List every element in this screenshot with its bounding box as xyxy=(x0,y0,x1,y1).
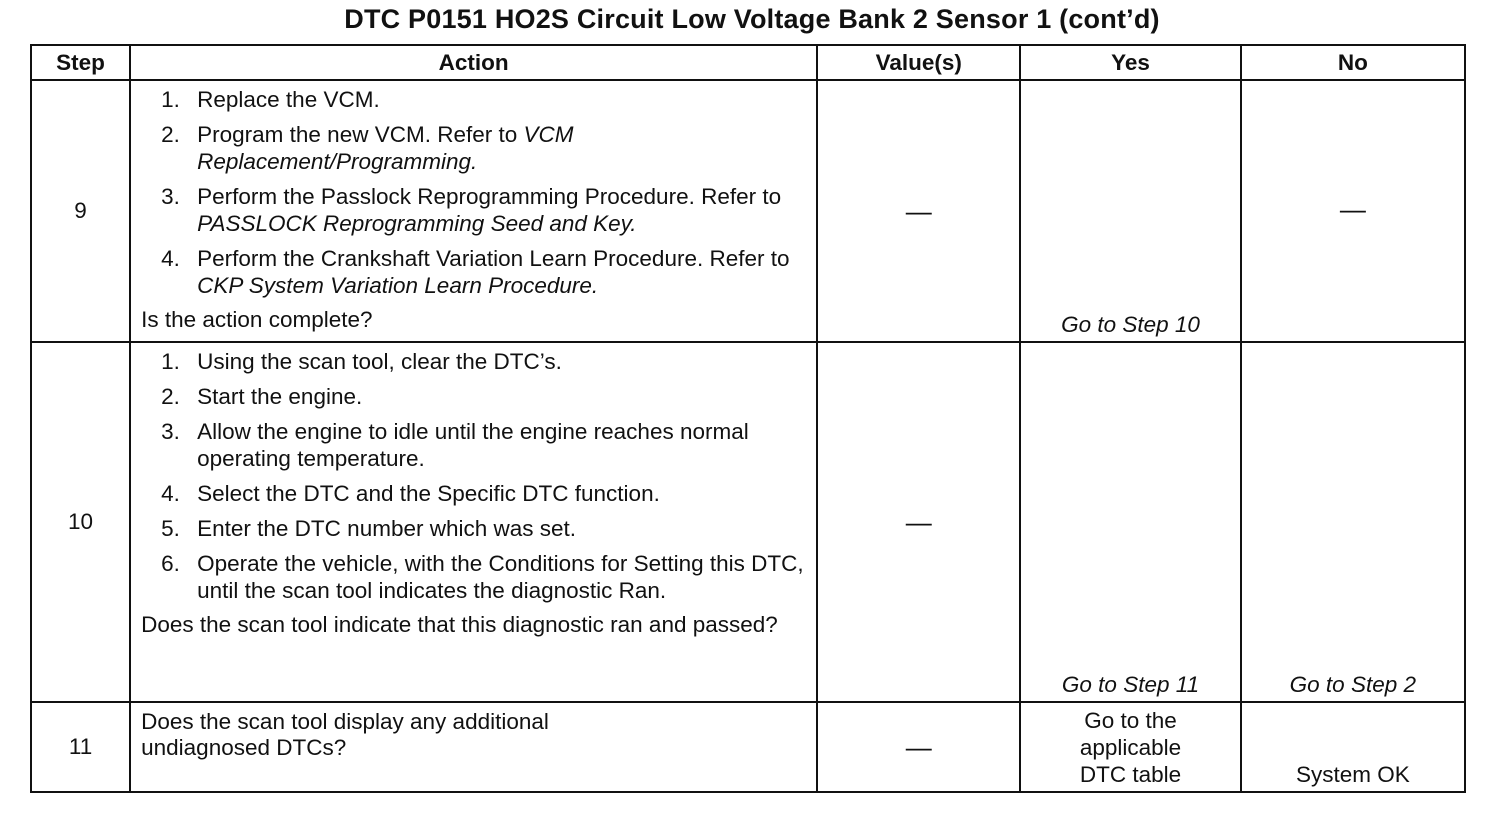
goto-step-link: Go to Step 11 xyxy=(1061,672,1200,697)
header-no: No xyxy=(1241,45,1465,80)
yes-cell xyxy=(1020,342,1240,702)
action-item: 1. Using the scan tool, clear the DTC’s. xyxy=(161,349,562,374)
value-cell: — xyxy=(817,80,1020,342)
reference-link: PASSLOCK Reprogramming Seed and Key. xyxy=(197,211,637,236)
header-values: Value(s) xyxy=(817,45,1020,80)
action-list xyxy=(161,86,806,299)
value-cell: — xyxy=(817,702,1020,792)
goto-step-link: Go to Step 2 xyxy=(1289,672,1416,697)
reference-link: CKP System Variation Learn Procedure. xyxy=(197,273,599,298)
step-number: 10 xyxy=(31,342,130,702)
no-cell: — xyxy=(1241,80,1465,342)
action-question: Is the action complete? xyxy=(141,307,373,332)
no-cell xyxy=(1241,342,1465,702)
header-step: Step xyxy=(31,45,130,80)
action-item: 4. Select the DTC and the Specific DTC function. xyxy=(161,481,660,506)
header-yes: Yes xyxy=(1020,45,1240,80)
action-cell xyxy=(130,80,817,342)
action-cell xyxy=(130,702,817,792)
action-item: 1. Replace the VCM. xyxy=(161,87,380,112)
header-action: Action xyxy=(130,45,817,80)
action-item: 3. Perform the Passlock Reprogramming Procedure. Refer to PASSLOCK Reprogramming Seed and Key. xyxy=(161,184,782,236)
action-item: 5. Enter the DTC number which was set. xyxy=(161,516,577,541)
action-item: 2. Program the new VCM. Refer to VCM Replacement/Programming. xyxy=(161,122,574,174)
action-question: Does the scan tool indicate that this diagnostic ran and passed? xyxy=(141,612,778,637)
action-list xyxy=(161,348,806,604)
step-number: 11 xyxy=(31,702,130,792)
table-row-step-10 xyxy=(31,342,1465,702)
step-number: 9 xyxy=(31,80,130,342)
page-title: DTC P0151 HO2S Circuit Low Voltage Bank 2 Sensor 1 (cont’d) xyxy=(344,4,1160,34)
table-row-step-11 xyxy=(31,702,1465,792)
action-item: 2. Start the engine. xyxy=(161,384,363,409)
action-item: 4. Perform the Crankshaft Variation Learn Procedure. Refer to CKP System Variation Learn Procedure. xyxy=(161,246,790,298)
yes-outcome: Go to the applicable DTC table xyxy=(1079,708,1182,787)
table-header-row xyxy=(31,45,1465,80)
value-cell: — xyxy=(817,342,1020,702)
yes-cell xyxy=(1020,702,1240,792)
goto-step-link: Go to Step 10 xyxy=(1061,312,1200,337)
action-cell xyxy=(130,342,817,702)
diagnostic-table xyxy=(30,44,1466,793)
no-cell: System OK xyxy=(1241,702,1465,792)
yes-cell xyxy=(1020,80,1240,342)
action-question: Does the scan tool display any additional undiagnosed DTCs? xyxy=(141,709,549,760)
table-row-step-9 xyxy=(31,80,1465,342)
action-item: 3. Allow the engine to idle until the engine reaches normal operating temperature. xyxy=(161,419,749,471)
reference-link: VCM Replacement/Programming. xyxy=(197,122,574,174)
action-item: 6. Operate the vehicle, with the Conditions for Setting this DTC, until the scan tool indicates the diagnostic Ran. xyxy=(161,551,804,603)
